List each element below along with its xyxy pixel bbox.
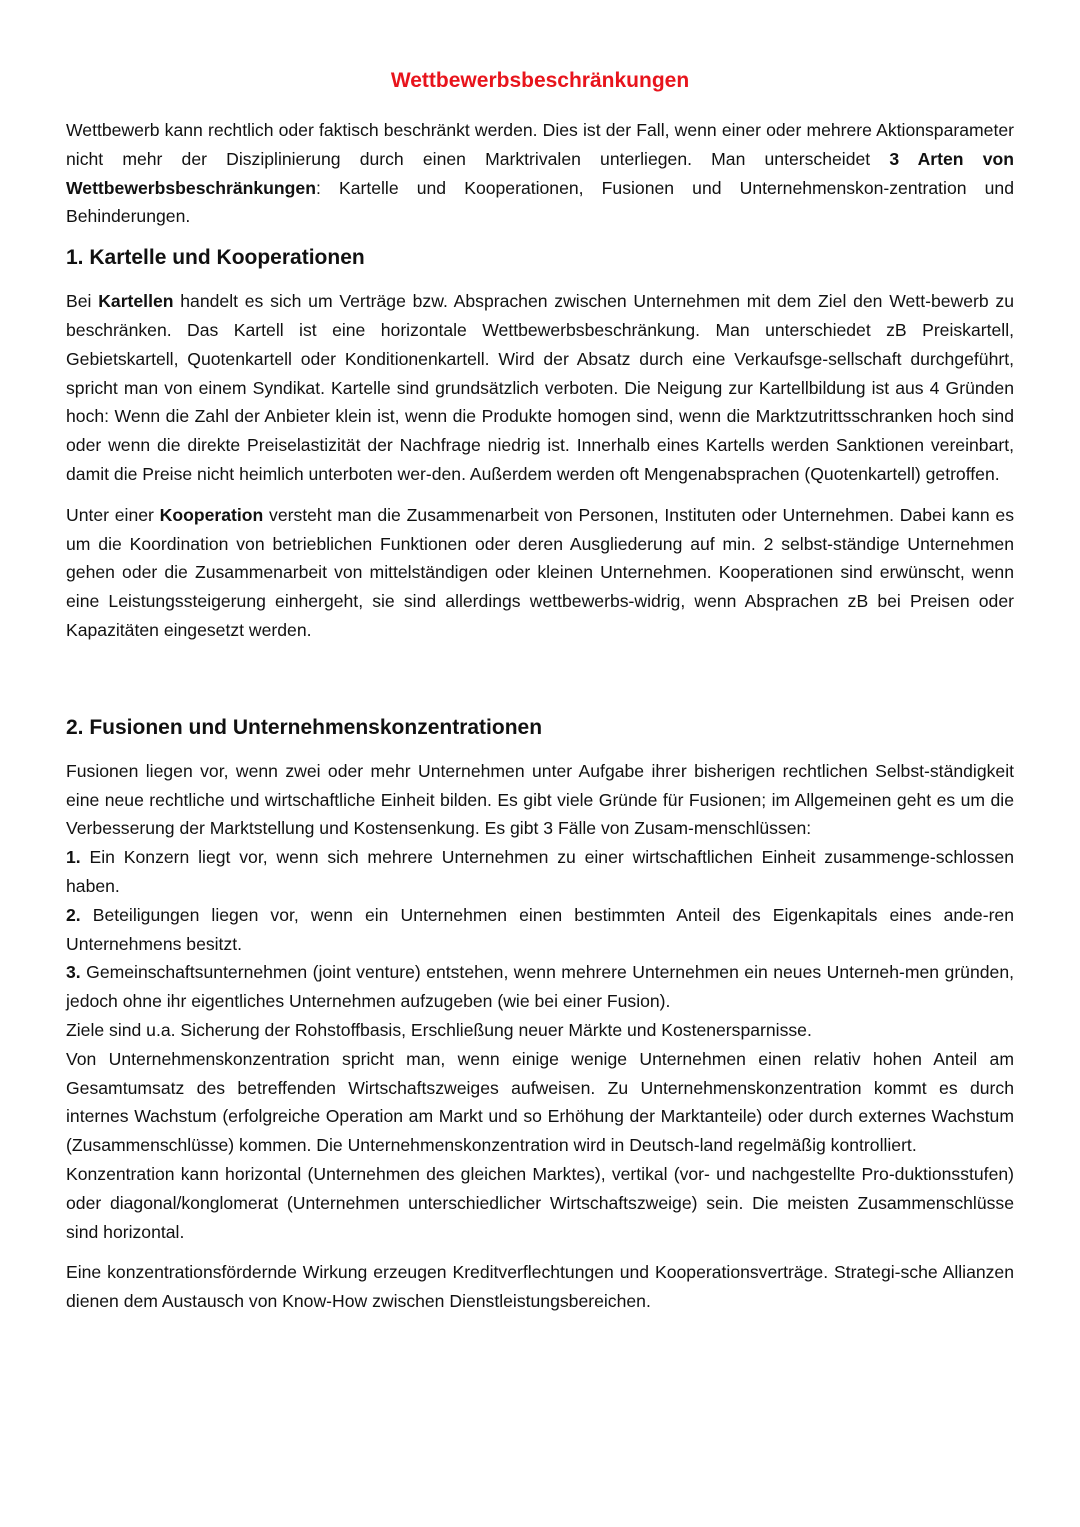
document-page [66, 66, 1014, 1316]
kartelle-text: handelt es sich um Verträge bzw. Absprachen zwischen Unternehmen mit dem Ziel den Wett-bewerb zu beschränken. Das Kartell ist eine horizontale Wettbewerbsbeschränkung. Man unterschiedet zB Preiskartell, Gebietskartell, Quotenkartell oder Konditionenkartell. Wird der Absatz durch eine Verkaufsge-sellschaft durchgeführt, spricht man von einem Syndikat. Kartelle sind grundsätzlich verboten. Die Neigung zur Kartellbildung ist aus 4 Gründen hoch: Wenn die Zahl der Anbieter klein ist, wenn die Produkte homogen sind, wenn die Marktzutrittsschranken hoch sind oder wenn die direkte Preiselastizität der Nachfrage niedrig ist. Innerhalb eines Kartells werden Sanktionen vereinbart, damit die Preise nicht heimlich unterboten wer-den. Außerdem werden oft Mengenabsprachen (Quotenkartell) getroffen. [66, 291, 1014, 484]
section-2-heading: 2. Fusionen und Unternehmenskonzentrationen [66, 715, 543, 739]
section-1-paragraph-kartelle [66, 287, 1014, 489]
intro-text-2: : Kartelle und Kooperationen, Fusionen und Unternehmenskon-zentration und Behinderungen. [66, 177, 1014, 227]
goals-paragraph: Ziele sind u.a. Sicherung der Rohstoffbasis, Erschließung neuer Märkte und Kostenersparnisse. [66, 1019, 812, 1040]
section-1-paragraph-kooperation [66, 501, 1014, 645]
list-item-text: Ein Konzern liegt vor, wenn sich mehrere Unternehmen zu einer wirtschaftlichen Einheit zusammenge-schlossen haben. [66, 847, 1014, 896]
list-item-number: 2. [66, 904, 81, 925]
kooperation-bold: Kooperation [159, 504, 264, 525]
list-item [66, 958, 1014, 1016]
document-title: Wettbewerbsbeschränkungen [390, 69, 690, 92]
list-item-text: Gemeinschaftsunternehmen (joint venture) entstehen, wenn mehrere Unternehmen ein neues Unterneh-men gründen, jedoch ohne ihr eigentliches Unternehmen aufzugeben (wie bei einer Fusion). [66, 962, 1014, 1012]
list-item-number: 1. [66, 847, 81, 868]
list-item-number: 3. [66, 962, 81, 983]
list-item-text: Beteiligungen liegen vor, wenn ein Unternehmen einen bestimmten Anteil des Eigenkapitals eines ande-ren Unternehmens besitzt. [66, 904, 1014, 954]
kartelle-bold: Kartellen [98, 291, 174, 312]
concentration-paragraph: Von Unternehmenskonzentration spricht man, wenn einige wenige Unternehmen einen relativ hohen Anteil am Gesamtumsatz des betreffenden Wirtschaftszweiges aufweisen. Zu Unternehmenskonzentration kommt es durch internes Wachstum (erfolgreiche Operation am Markt und so Erhöhung der Marktanteile) oder durch externes Wachstum (Zusammenschlüsse) kommen. Die Unternehmenskonzentration wird in Deutsch-land regelmäßig kontrolliert. [66, 1048, 1014, 1156]
intro-text-1: Wettbewerb kann rechtlich oder faktisch beschränkt werden. Dies ist der Fall, wenn einer oder mehrere Aktionsparameter nicht mehr der Disziplinierung durch einen Marktrivalen unterliegen. Man unterscheidet [66, 120, 1014, 169]
kooperation-pre: Unter einer [66, 504, 160, 525]
section-1-heading: 1. Kartelle und Kooperationen [66, 246, 365, 270]
list-item [66, 843, 1014, 901]
closing-paragraph: Eine konzentrationsfördernde Wirkung erzeugen Kreditverflechtungen und Kooperationsverträge. Strategi-sche Allianzen dienen dem Austausch von Know-How zwischen Dienstleistungsbereichen. [66, 1262, 1014, 1312]
kartelle-pre: Bei [66, 291, 99, 312]
section-spacer [66, 657, 1014, 705]
fusionen-paragraph: Fusionen liegen vor, wenn zwei oder mehr Unternehmen unter Aufgabe ihrer bisherigen rechtlichen Selbst-ständigkeit eine neue rechtliche und wirtschaftliche Einheit bilden. Es gibt viele Gründe für Fusionen; im Allgemeinen geht es um die Verbesserung der Marktstellung und Kostensenkung. Es gibt 3 Fälle von Zusam-menschlüssen: [66, 760, 1014, 839]
concentration-types-paragraph: Konzentration kann horizontal (Unternehmen des gleichen Marktes), vertikal (vor- und nachgestellte Pro-duktionsstufen) oder diagonal/konglomerat (Unternehmen unterschiedlicher Wirtschaftszweige) sein. Die meisten Zusammenschlüsse sind horizontal. [66, 1163, 1014, 1242]
list-item [66, 901, 1014, 959]
kooperation-text: versteht man die Zusammenarbeit von Personen, Instituten oder Unternehmen. Dabei kann es um die Koordination von betrieblichen Funktionen oder deren Ausgliederung auf min. 2 selbst-ständige Unternehmen gehen oder die Zusammenarbeit von mittelständigen oder kleinen Unternehmen. Kooperationen sind erwünscht, wenn eine Leistungssteigerung einhergeht, sie sind allerdings wettbewerbs-widrig, wenn Absprachen zB bei Preisen oder Kapazitäten eingesetzt werden. [66, 504, 1014, 640]
intro-paragraph [66, 116, 1014, 231]
intro-bold: 3 Arten von Wettbewerbsbeschränkungen [66, 148, 1014, 198]
